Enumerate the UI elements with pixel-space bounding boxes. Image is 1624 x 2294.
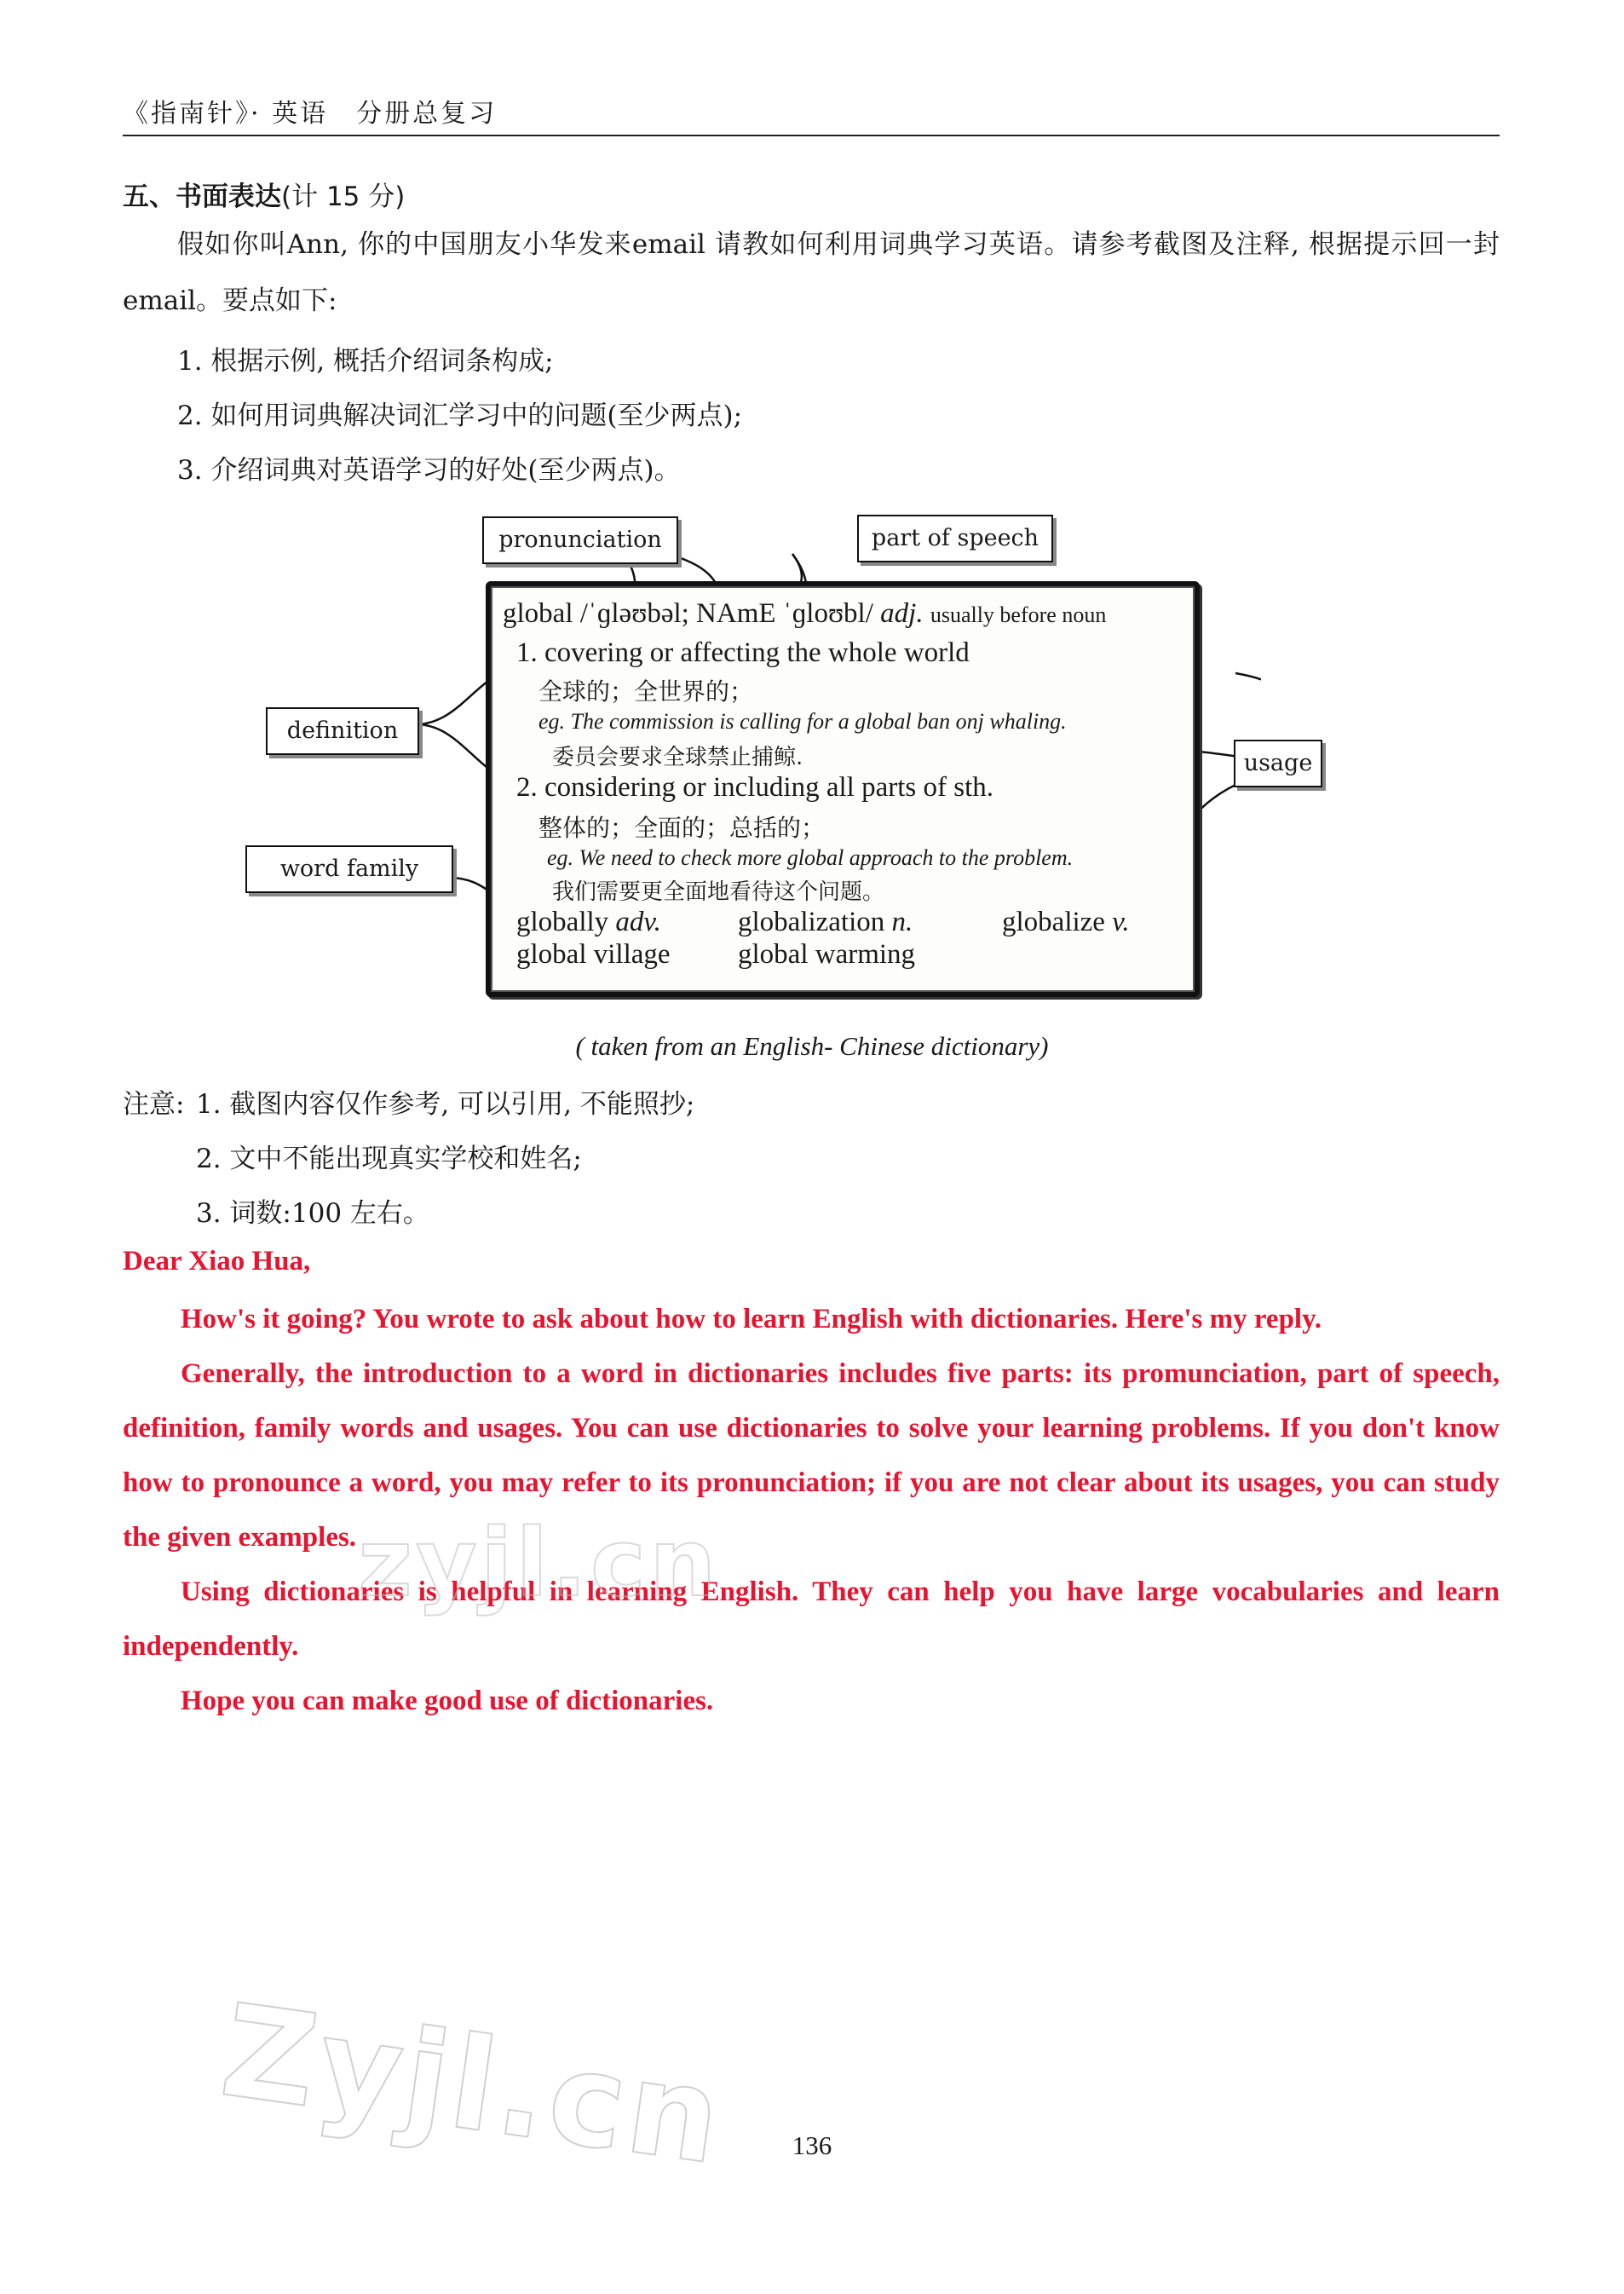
sense-1: 1. covering or affecting the whole world (516, 637, 970, 668)
family-word-pos: adv. (615, 907, 661, 937)
word-family-4: global village (516, 939, 671, 970)
word-family-3 (1002, 907, 1130, 938)
sense-2-translation: 整体的；全面的；总括的； (538, 814, 826, 842)
requirement-item: 1. 根据示例, 概括介绍词条构成; (177, 346, 554, 377)
note-item: 3. 词数:100 左右。 (196, 1198, 429, 1229)
notes-label: 注意: (123, 1089, 185, 1120)
family-word-pos: v. (1112, 907, 1130, 937)
headword-line (503, 598, 1106, 630)
family-word-pos: n. (891, 907, 913, 937)
running-header: 《指南针》· 英语 分册总复习 (123, 99, 498, 129)
sense-2-example: eg. We need to check more global approach to the problem. (547, 845, 1074, 870)
watermark-logo: zyjl.cn (358, 1508, 720, 1617)
task-prompt: 假如你叫Ann, 你的中国朋友小华发来email 请教如何利用词典学习英语。请参考截图及注释, 根据提示回一封email。要点如下: (123, 229, 1500, 316)
family-word: globalize (1002, 907, 1105, 937)
answer-paragraph: Using dictionaries is helpful in learning English. They can help you have large vocabularies and learn independently. (123, 1576, 1500, 1662)
callout-word-family: word family (245, 845, 453, 893)
sense-1-translation: 全球的；全世界的； (538, 677, 754, 706)
page-number: 136 (792, 2130, 832, 2160)
answer-paragraph: How's it going? You wrote to ask about how to learn English with dictionaries. Here's my reply. (181, 1304, 1322, 1334)
sense-2-example-translation: 我们需要更全面地看待这个问题。 (552, 879, 885, 905)
sense-1-example-translation: 委员会要求全球禁止捕鲸. (552, 745, 803, 770)
section-heading (123, 175, 405, 213)
watermark-logo: Zyjl.cn (213, 1976, 733, 2194)
requirement-item: 3. 介绍词典对英语学习的好处(至少两点)。 (177, 455, 681, 486)
family-word: globally (516, 907, 609, 937)
callout-usage: usage (1234, 740, 1322, 787)
section-title: 五、书面表达 (123, 182, 281, 212)
note-item: 2. 文中不能出现真实学校和姓名; (196, 1144, 582, 1174)
word-family-2 (738, 907, 913, 938)
sense-1-example: eg. The commission is calling for a global ban onj whaling. (538, 709, 1067, 734)
figure-caption: ( taken from an English- Chinese dictionary) (575, 1031, 1049, 1061)
family-word: globalization (738, 907, 885, 937)
note-item: 1. 截图内容仅作参考, 可以引用, 不能照抄; (196, 1089, 695, 1120)
callout-definition: definition (266, 707, 419, 755)
callout-part-of-speech: part of speech (857, 515, 1053, 562)
word-family-5: global warming (738, 939, 916, 970)
callout-pronunciation: pronunciation (482, 516, 678, 564)
answer-paragraph: Generally, the introduction to a word in dictionaries includes five parts: its promunciation, part of speech, definition, family words and usages. You can use dictionaries to solve your learning problems. If you don't know how to pronounce a word, you may refer to its pronunciation; if you are not clear about its usages, you can study the given examples. (123, 1358, 1500, 1553)
answer-paragraph: Hope you can make good use of dictionaries. (181, 1686, 714, 1716)
requirement-item: 2. 如何用词典解决词汇学习中的问题(至少两点); (177, 401, 743, 431)
section-points: (计 15 分) (281, 182, 406, 212)
word-family-1 (516, 907, 661, 938)
usage-note: usually before noun (930, 602, 1107, 627)
header-divider (123, 135, 1500, 136)
sense-2: 2. considering or including all parts of sth. (516, 772, 993, 803)
headword: global /ˈɡləʊbəl; NAmE ˈɡloʊbl/ (503, 598, 873, 629)
dictionary-entry-scroll (486, 581, 1200, 997)
answer-salutation: Dear Xiao Hua, (123, 1246, 311, 1277)
part-of-speech: adj. (880, 598, 924, 629)
dictionary-figure (239, 503, 1313, 1023)
